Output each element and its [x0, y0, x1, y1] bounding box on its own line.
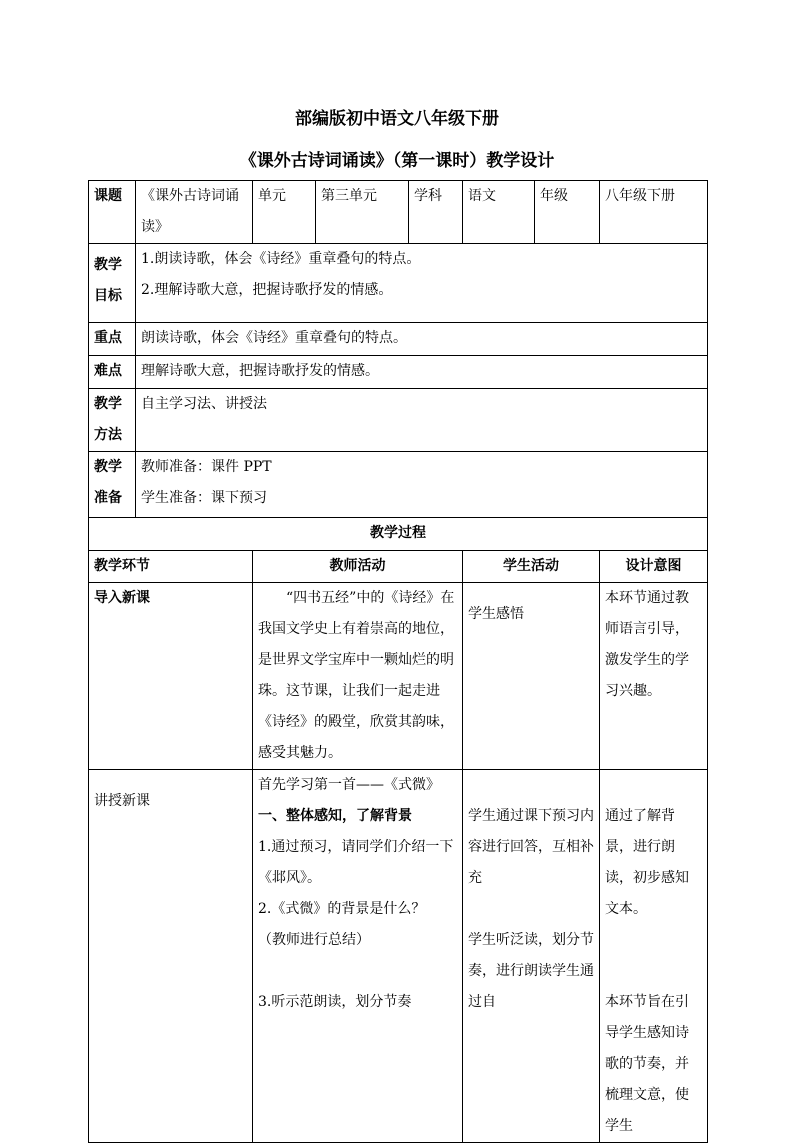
lecture-student [463, 770, 600, 1143]
lecture-teacher [253, 770, 463, 1143]
lecture-stage: 讲授新课 [89, 770, 253, 1143]
grade-value: 八年级下册 [600, 181, 708, 244]
lecture-intent-2: 本环节旨在引导学生感知诗歌的节奏，并梳理文意，使学生 [605, 994, 689, 1134]
subject-value: 语文 [463, 181, 535, 244]
lecture-intent [600, 770, 708, 1143]
lecture-student-1: 学生通过课下预习内容进行回答，互相补充 [468, 808, 594, 886]
intro-teacher: “四书五经”中的《诗经》在我国文学史上有着崇高的地位，是世界文学宝库中一颗灿烂的明珠。这节课，让我们一起走进《诗经》的殿堂，欣赏其韵味，感受其魅力。 [253, 583, 463, 770]
goals-row [89, 244, 708, 323]
topic-value: 《课外古诗词诵读》 [136, 181, 253, 244]
method-value: 自主学习法、讲授法 [136, 389, 708, 452]
prep-row [89, 452, 708, 518]
intro-student: 学生感悟 [463, 583, 600, 770]
goal-item: 1.朗读诗歌，体会《诗经》重章叠句的特点。 [141, 251, 421, 267]
col-student: 学生活动 [463, 551, 600, 583]
process-header-row [89, 551, 708, 583]
prep-label: 教学准备 [89, 452, 136, 518]
lecture-row [89, 770, 708, 1143]
process-heading: 教学过程 [89, 518, 708, 551]
doc-title-line1: 部编版初中语文八年级下册 [295, 109, 499, 129]
lecture-line: 首先学习第一首——《式微》 [258, 777, 440, 793]
grade-label: 年级 [535, 181, 600, 244]
lecture-intent-1: 通过了解背景，进行朗读，初步感知文本。 [605, 808, 689, 917]
process-heading-row [89, 518, 708, 551]
prep-item: 学生准备：课下预习 [141, 490, 267, 506]
goals-label: 教学目标 [89, 244, 136, 323]
lecture-line: 一、整体感知，了解背景 [258, 808, 412, 824]
lecture-line: （教师进行总结） [258, 932, 370, 948]
key-point-label: 重点 [89, 323, 136, 356]
topic-label: 课题 [89, 181, 136, 244]
key-point-value: 朗读诗歌，体会《诗经》重章叠句的特点。 [136, 323, 708, 356]
doc-title-line2: 《课外古诗词诵读》（第一课时）教学设计 [239, 151, 555, 171]
lesson-plan-table [88, 180, 708, 1143]
prep-item: 教师准备：课件 PPT [141, 459, 272, 475]
unit-value: 第三单元 [316, 181, 409, 244]
intro-row [89, 583, 708, 770]
difficulty-value: 理解诗歌大意，把握诗歌抒发的情感。 [136, 356, 708, 389]
difficulty-label: 难点 [89, 356, 136, 389]
difficulty-row [89, 356, 708, 389]
col-intent: 设计意图 [600, 551, 708, 583]
key-point-row [89, 323, 708, 356]
goal-item: 2.理解诗歌大意，把握诗歌抒发的情感。 [141, 282, 393, 298]
lecture-student-2: 学生听泛读，划分节奏，进行朗读学生通过自 [468, 932, 594, 1010]
method-label: 教学方法 [89, 389, 136, 452]
info-row [89, 181, 708, 244]
lecture-line: 3.听示范朗读，划分节奏 [258, 994, 412, 1010]
col-teacher: 教师活动 [253, 551, 463, 583]
col-stage: 教学环节 [89, 551, 253, 583]
goals-content [136, 244, 708, 323]
lecture-line: 2.《式微》的背景是什么？ [258, 901, 426, 917]
intro-intent: 本环节通过教师语言引导，激发学生的学习兴趣。 [600, 583, 708, 770]
prep-content [136, 452, 708, 518]
method-row [89, 389, 708, 452]
unit-label: 单元 [253, 181, 316, 244]
subject-label: 学科 [409, 181, 463, 244]
intro-stage: 导入新课 [89, 583, 253, 770]
lecture-line: 1.通过预习，请同学们介绍一下《邶风》。 [258, 839, 454, 886]
